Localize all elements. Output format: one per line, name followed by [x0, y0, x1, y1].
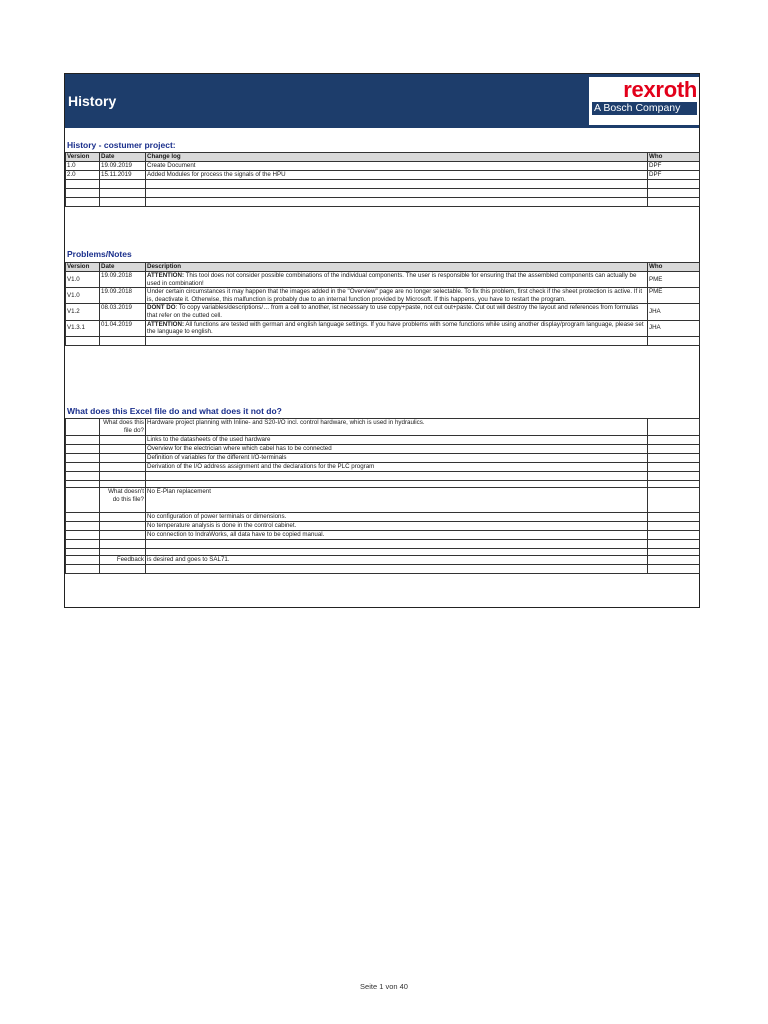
table-row: [66, 522, 700, 531]
does-label: What does this file do?: [100, 419, 146, 436]
cell-date: 01.04.2019: [100, 320, 146, 336]
cell-version: V1.0: [66, 288, 100, 304]
logo-tagline: A Bosch Company: [592, 102, 697, 115]
list-item: Overview for the electrician where which cabel has to be connected: [146, 445, 648, 454]
logo-wordmark: rexroth: [623, 77, 697, 102]
table-row: [66, 272, 700, 288]
cell-description: [146, 304, 648, 320]
description-lead: ATTENTION:: [147, 272, 185, 279]
scope-section-title: What does this Excel file do and what does it not do?: [67, 406, 282, 416]
table-row: [66, 162, 700, 171]
cell-description: [146, 320, 648, 336]
cell-who: JHA: [648, 320, 700, 336]
col-header-version: Version: [66, 153, 100, 162]
description-lead: DONT DO: [147, 304, 176, 312]
cell-date: 19.09.2019: [100, 162, 146, 171]
cell-date: 19.09.2018: [100, 272, 146, 288]
cell-version: 2.0: [66, 171, 100, 180]
history-section-title: History - costumer project:: [67, 140, 176, 150]
description-text: This tool does not consider possible combinations of the individual components. The user is responsible for ensuring that the assembled components can actually be used in combination!: [147, 272, 637, 287]
problems-section-title: Problems/Notes: [67, 249, 132, 259]
cell-who: DPF: [648, 171, 700, 180]
scope-table: [65, 418, 700, 574]
rexroth-logo: [589, 77, 699, 125]
cell-version: V1.0: [66, 272, 100, 288]
list-item: Derivation of the I/O address assignment and the declarations for the PLC program: [146, 463, 648, 472]
table-row-empty: [66, 481, 700, 488]
table-row-empty: [66, 565, 700, 574]
table-row: [66, 436, 700, 445]
list-item: Hardware project planning with Inline- and S20-I/O incl. control hardware, which is used in hydraulics.: [146, 419, 648, 436]
col-header-date: Date: [100, 263, 146, 272]
table-row-empty: [66, 540, 700, 549]
table-row-empty: [66, 189, 700, 198]
col-header-date: Date: [100, 153, 146, 162]
col-header-who: Who: [648, 153, 700, 162]
col-header-change-log: Change log: [146, 153, 648, 162]
cell-change-log: Added Modules for process the signals of the HPU: [146, 171, 648, 180]
table-row: [66, 304, 700, 320]
cell-change-log: Create Document: [146, 162, 648, 171]
col-header-version: Version: [66, 263, 100, 272]
col-header-who: Who: [648, 263, 700, 272]
table-row: [66, 445, 700, 454]
cell-version: V1.2: [66, 304, 100, 320]
list-item: No temperature analysis is done in the control cabinet.: [146, 522, 648, 531]
feedback-label: Feedback: [100, 556, 146, 565]
header-banner: [65, 74, 699, 128]
col-header-description: Description: [146, 263, 648, 272]
page-title: History: [68, 93, 117, 109]
cell-who: PME: [648, 288, 700, 304]
list-item: No connection to IndraWorks, all data have to be copied manual.: [146, 531, 648, 540]
table-row-empty: [66, 198, 700, 207]
table-row: [66, 513, 700, 522]
description-text: : To copy variables/descriptions/… from a cell to another, ist necessary to use copy+paste, not cut out+paste. Cut out will destroy the layout and references from formulas that refer on the cutted cell.: [147, 304, 639, 319]
page-number: Seite 1 von 40: [360, 982, 408, 991]
list-item: Definition of variables for the different I/O-terminals: [146, 454, 648, 463]
problems-table: [65, 262, 700, 346]
feedback-text: is desired and goes to SAL71.: [146, 556, 648, 565]
cell-version: 1.0: [66, 162, 100, 171]
table-row-empty: [66, 180, 700, 189]
cell-description: [146, 272, 648, 288]
table-row-empty: [66, 336, 700, 345]
history-table: [65, 152, 700, 207]
table-row: [66, 419, 700, 436]
list-item: Links to the datasheets of the used hardware: [146, 436, 648, 445]
cell-who: JHA: [648, 304, 700, 320]
list-item: No E-Plan replacement: [146, 488, 648, 513]
table-row-empty: [66, 472, 700, 481]
cell-who: PME: [648, 272, 700, 288]
cell-version: V1.3.1: [66, 320, 100, 336]
table-row: [66, 463, 700, 472]
table-row: [66, 171, 700, 180]
table-row: [66, 320, 700, 336]
table-row: [66, 454, 700, 463]
cell-date: 08.03.2019: [100, 304, 146, 320]
table-row-empty: [66, 549, 700, 556]
table-row: [66, 531, 700, 540]
description-text: Under certain circumstances it may happen that the images added in the "Overview" page are no longer selectable. To fix this problem, first check if the sheet protection is active. If it is, deactivate it. Otherwise, this malfunction is probably due to an internal function provided by Microsoft. If this happens, you have to restart the program.: [147, 288, 643, 303]
spreadsheet-page: [64, 73, 700, 608]
table-row: [66, 488, 700, 513]
table-row: [66, 288, 700, 304]
doesnt-label: What doesn't do this file?: [100, 488, 146, 513]
list-item: No configuration of power terminals or dimensions.: [146, 513, 648, 522]
cell-date: 19.09.2018: [100, 288, 146, 304]
cell-description: [146, 288, 648, 304]
table-row: [66, 556, 700, 565]
description-lead: ATTENTION:: [147, 320, 185, 328]
description-text: All functions are tested with german and english language settings. If you have problems with some functions while using another display/program language, please set the language to english.: [147, 320, 644, 336]
cell-who: DPF: [648, 162, 700, 171]
cell-date: 15.11.2019: [100, 171, 146, 180]
